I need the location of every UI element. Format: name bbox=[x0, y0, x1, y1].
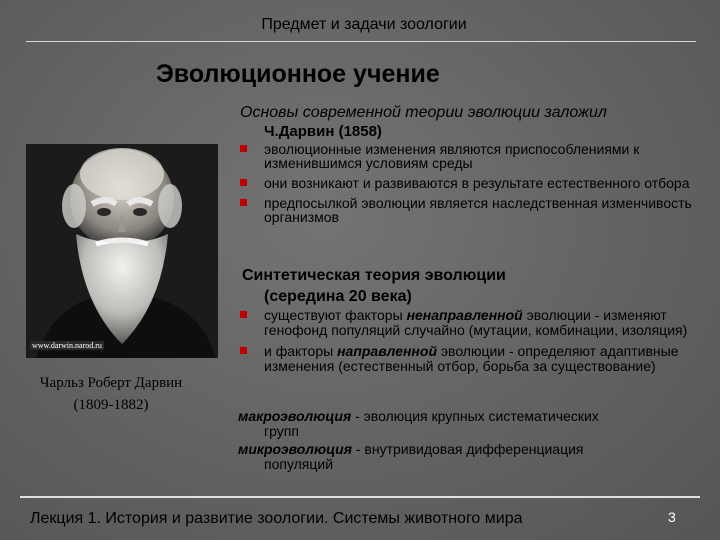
list-item: предпосылкой эволюции является наследственная изменчивость организмов bbox=[240, 196, 700, 224]
photo-caption: Чарльз Роберт Дарвин (1809-1882) bbox=[39, 375, 183, 413]
definitions bbox=[238, 409, 678, 475]
list-item: существуют факторы ненаправленной эволюции - изменяют генофонд популяций случайно (мутации, комбинации, изоляция) bbox=[240, 308, 690, 337]
list-item: и факторы направленной эволюции - определяют адаптивные изменения (естественный отбор, борьба за существование) bbox=[240, 344, 690, 373]
synthetic-theory-heading: Синтетическая теория эволюции (середина 20 века) bbox=[242, 267, 506, 305]
list-item: они возникают и развиваются в результате естественного отбора bbox=[240, 176, 700, 190]
bullet-icon bbox=[240, 145, 247, 152]
bullet-icon bbox=[240, 179, 247, 186]
bullet-icon bbox=[240, 199, 247, 206]
list-item: эволюционные изменения являются приспособлениями к изменившимся условиям среды bbox=[240, 142, 700, 170]
subtitle: Основы современной теории эволюции заложил bbox=[240, 104, 607, 121]
definition-macro: макроэволюция - эволюция крупных систематических групп bbox=[238, 408, 599, 439]
darwin-portrait bbox=[26, 144, 218, 358]
page-number: 3 bbox=[668, 509, 676, 525]
darwin-heading: Ч.Дарвин (1858) bbox=[264, 123, 382, 140]
photo-watermark: www.darwin.narod.ru bbox=[32, 341, 102, 350]
definition-micro: микроэволюция - внутривидовая дифференциация популяций bbox=[238, 441, 584, 472]
portrait-image bbox=[26, 144, 218, 358]
header-divider bbox=[26, 41, 696, 42]
main-title: Эволюционное учение bbox=[156, 60, 440, 88]
header-title: Предмет и задачи зоологии bbox=[261, 16, 467, 33]
bullet-icon bbox=[240, 347, 247, 354]
footer-text: Лекция 1. История и развитие зоологии. Системы животного мира bbox=[30, 510, 523, 527]
darwin-points-list bbox=[240, 142, 700, 230]
bullet-icon bbox=[240, 311, 247, 318]
synthetic-points-list bbox=[240, 308, 690, 380]
footer-divider bbox=[20, 496, 700, 498]
